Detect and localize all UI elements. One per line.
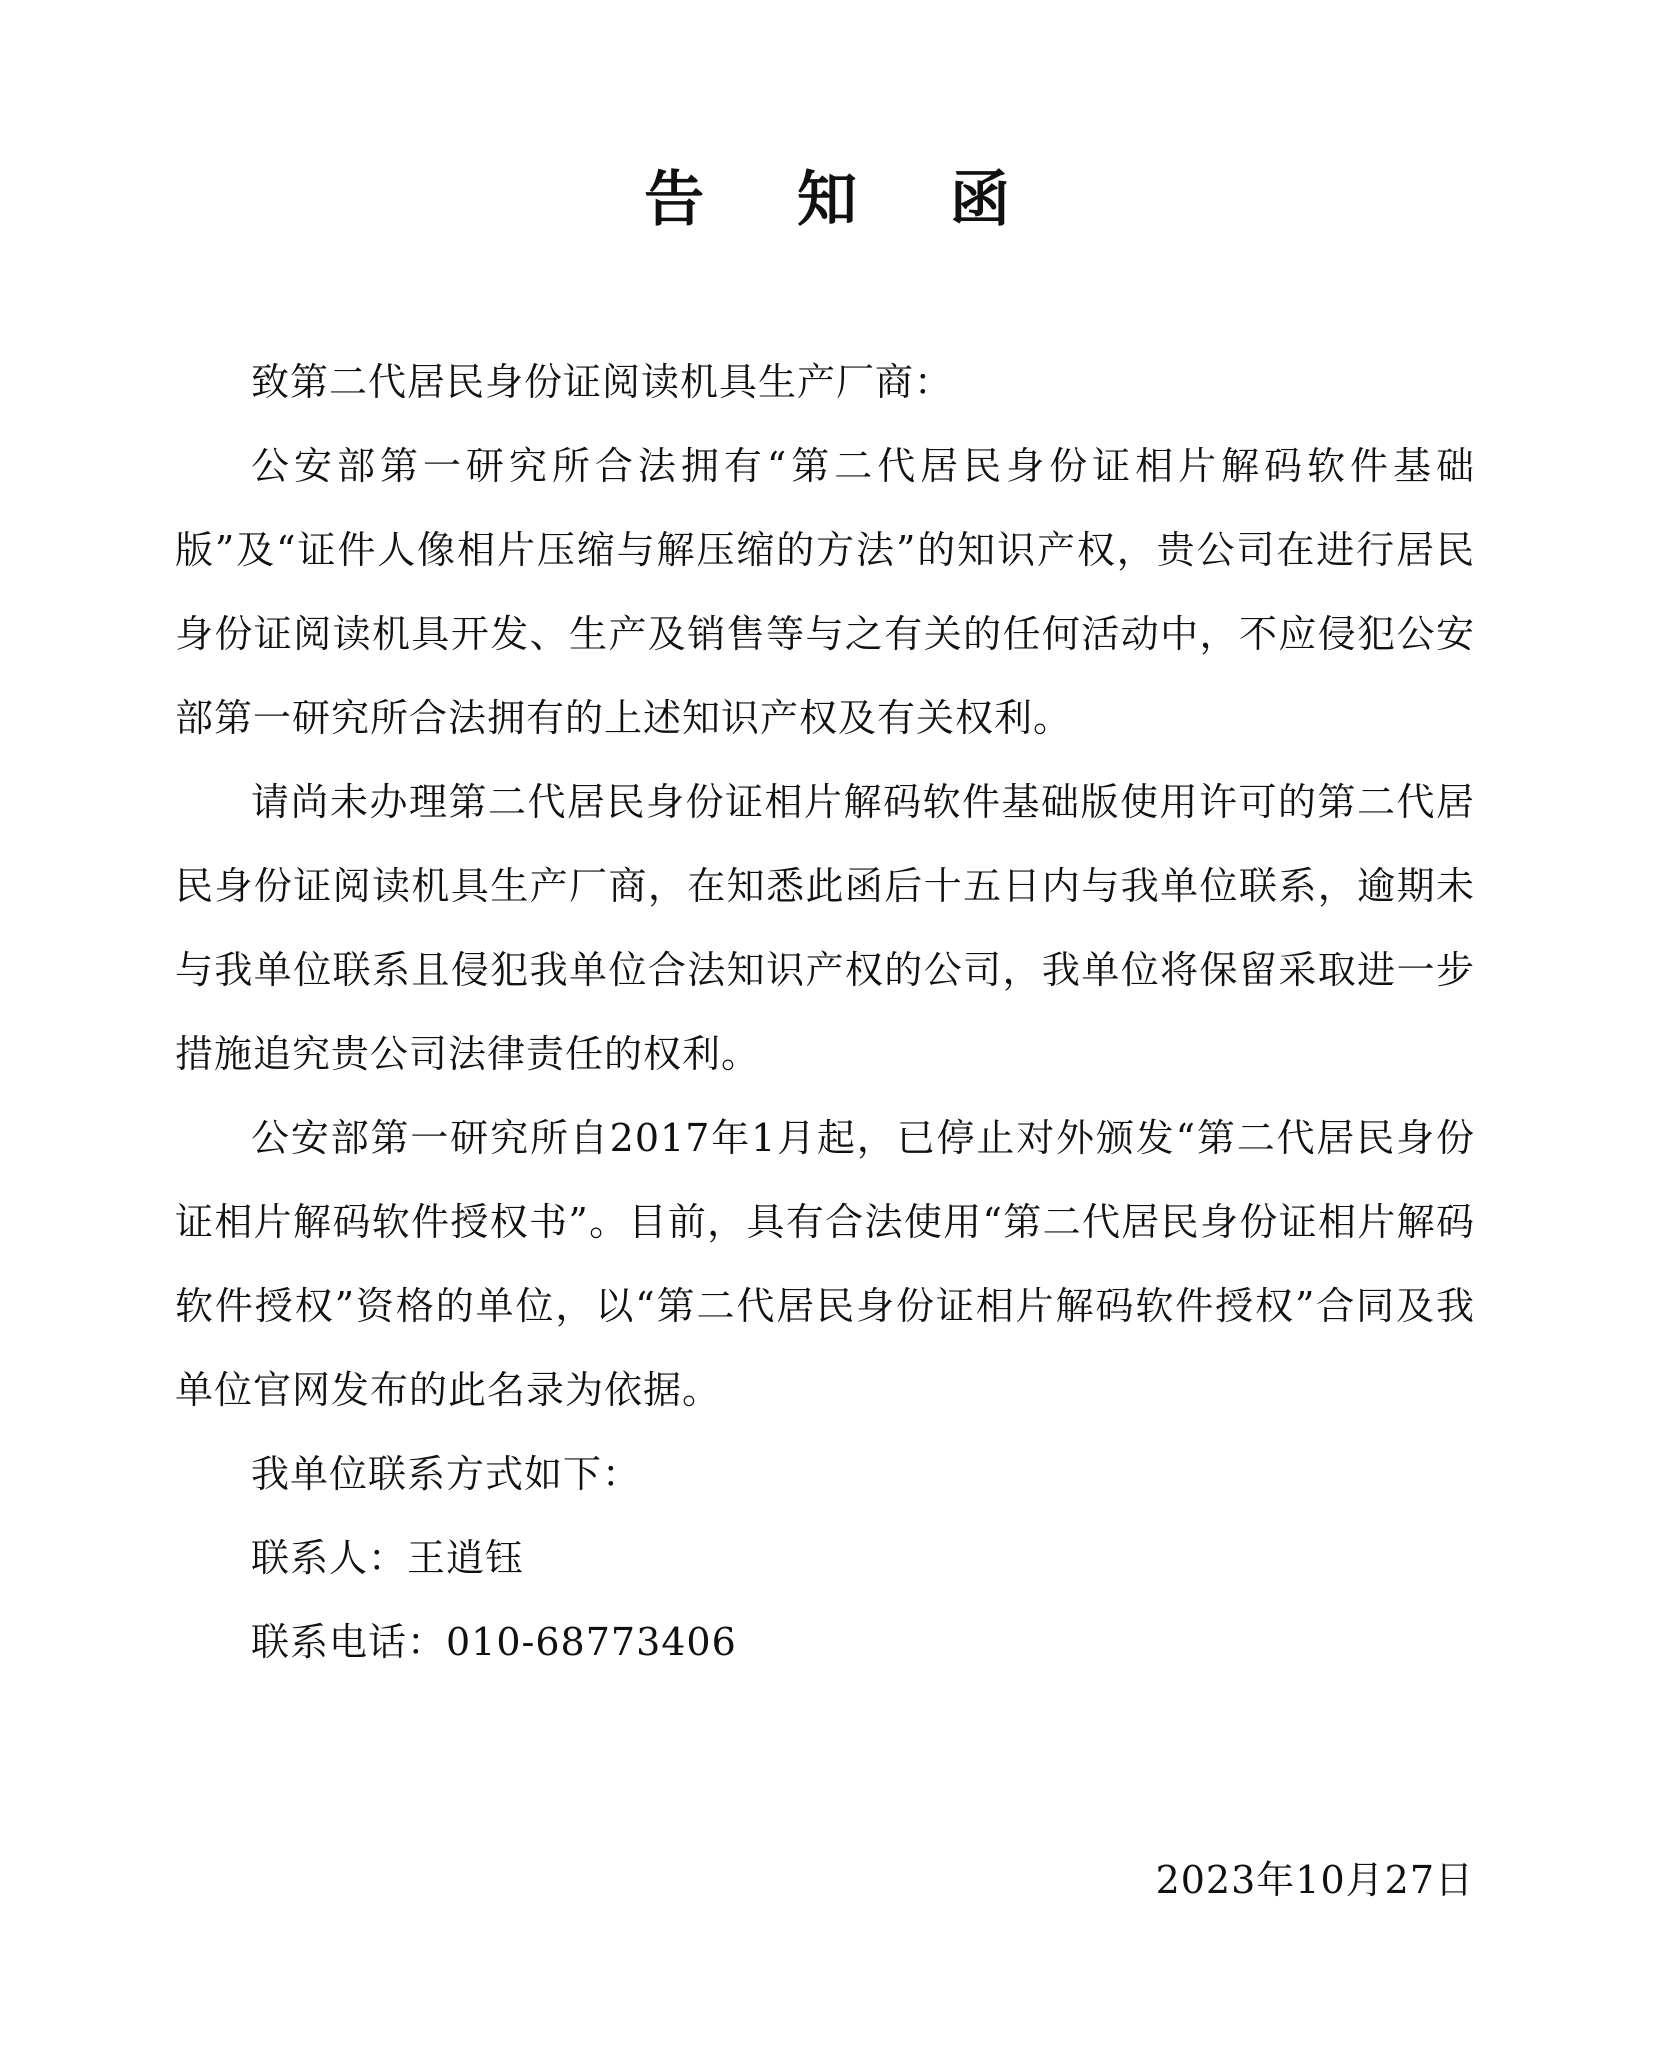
document-title: 告 知 函	[644, 165, 1046, 235]
contact-person: 联系人：王逍钰	[251, 1536, 525, 1580]
paragraph-authorization-status: 公安部第一研究所自2017年1月起，已停止对外颁发“第二代居民身份证相片解码软件授权书”。目前，具有合法使用“第二代居民身份证相片解码软件授权”资格的单位，以“第二代居民身份证相片解码软件授权”合同及我单位官网发布的此名录为依据。	[175, 1116, 1475, 1412]
paragraph-license-request: 请尚未办理第二代居民身份证相片解码软件基础版使用许可的第二代居民身份证阅读机具生产厂商，在知悉此函后十五日内与我单位联系，逾期未与我单位联系且侵犯我单位合法知识产权的公司，我单位将保留采取进一步措施追究贵公司法律责任的权利。	[175, 780, 1475, 1076]
contact-intro: 我单位联系方式如下：	[251, 1452, 642, 1496]
document-body	[175, 340, 1475, 1684]
paragraph-ip-rights: 公安部第一研究所合法拥有“第二代居民身份证相片解码软件基础版”及“证件人像相片压缩与解压缩的方法”的知识产权，贵公司在进行居民身份证阅读机具开发、生产及销售等与之有关的任何活动中，不应侵犯公安部第一研究所合法拥有的上述知识产权及有关权利。	[175, 444, 1475, 740]
contact-phone: 联系电话：010-68773406	[251, 1620, 737, 1664]
document-date: 2023年10月27日	[1155, 1858, 1474, 1902]
salutation: 致第二代居民身份证阅读机具生产厂商：	[251, 360, 954, 404]
